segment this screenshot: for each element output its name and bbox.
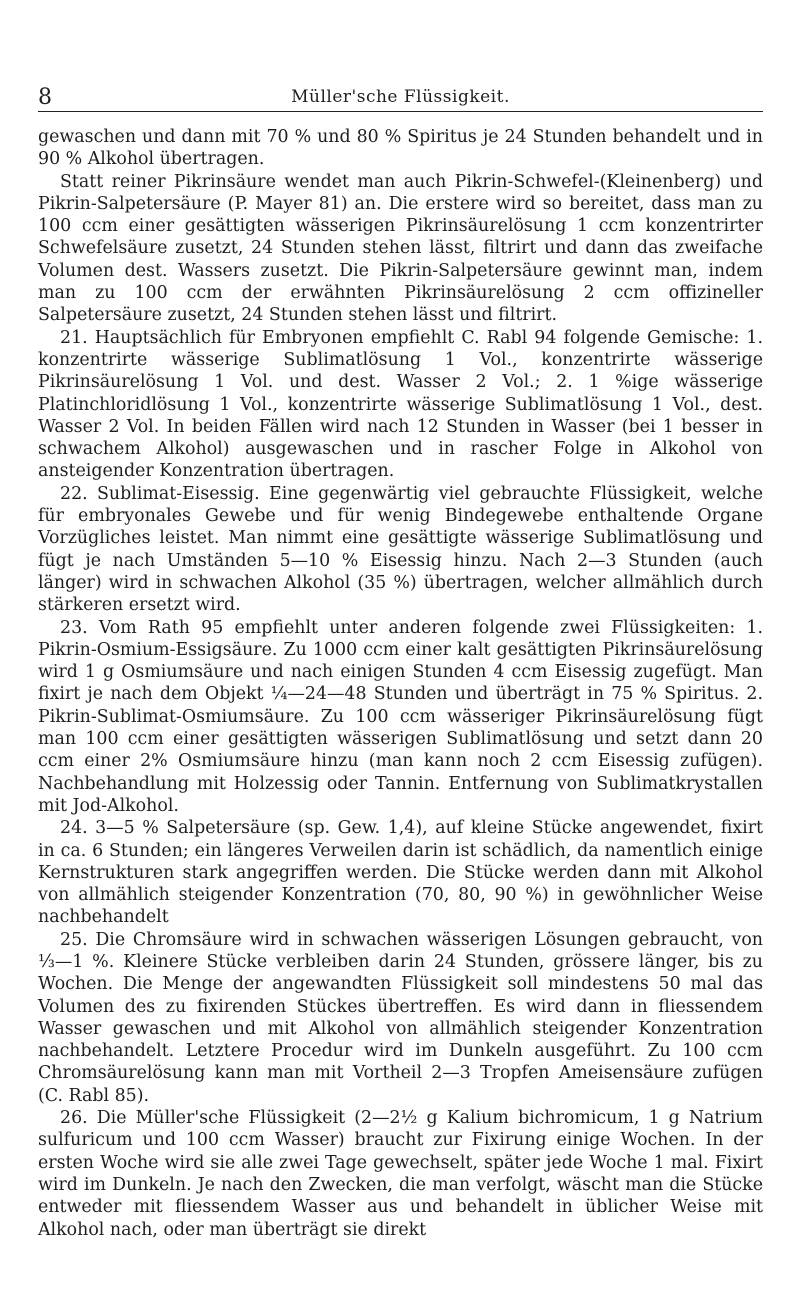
running-title: Müller'sche Flüssigkeit.: [291, 87, 510, 107]
body-text: [38, 126, 763, 1241]
paragraph-25: 25. Die Chromsäure wird in schwachen wässerigen Lösungen gebraucht, von ⅓—1 %. Kleinere Stücke verbleiben darin 24 Stunden, grössere länger, bis zu Wochen. Die Menge der angewandten Flüssigkeit soll mindestens 50 mal das Volumen des zu fixirenden Stückes übertreffen. Es wird dann in fliessendem Wasser gewaschen und mit Alkohol von allmählich steigender Konzentration nachbehandelt. Letztere Procedur wird im Dunkeln ausgeführt. Zu 100 ccm Chromsäurelösung kann man mit Vortheil 2—3 Tropfen Ameisensäure zufügen (C. Rabl 85).: [38, 929, 763, 1106]
page-number: 8: [38, 85, 52, 110]
paragraph-24: 24. 3—5 % Salpetersäure (sp. Gew. 1,4), auf kleine Stücke angewendet, fixirt in ca. 6 Stunden; ein längeres Verweilen darin ist schädlich, da namentlich einige Kernstrukturen stark angegriffen werden. Die Stücke werden dann mit Alkohol von allmählich steigender Konzentration (70, 80, 90 %) in gewöhnlicher Weise nachbehandelt: [38, 818, 763, 928]
paragraph-22: 22. Sublimat-Eisessig. Eine gegenwärtig viel gebrauchte Flüssigkeit, welche für embryonales Gewebe und für wenig Bindegewebe enthaltende Organe Vorzügliches leistet. Man nimmt eine gesättigte wässerige Sublimatlösung und fügt je nach Umständen 5—10 % Eisessig hinzu. Nach 2—3 Stunden (auch länger) wird in schwachen Alkohol (35 %) übertragen, welcher allmählich durch stärkeren ersetzt wird.: [38, 483, 763, 616]
paragraph-26: 26. Die Müller'sche Flüssigkeit (2—2½ g Kalium bichromicum, 1 g Natrium sulfuricum und 100 ccm Wasser) braucht zur Fixirung einige Wochen. In der ersten Woche wird sie alle zwei Tage gewechselt, später jede Woche 1 mal. Fixirt wird im Dunkeln. Je nach den Zwecken, die man verfolgt, wäscht man die Stücke entweder mit fliessendem Wasser aus und behandelt in üblicher Weise mit Alkohol nach, oder man überträgt sie direkt: [38, 1108, 763, 1240]
paragraph-continuation: gewaschen und dann mit 70 % und 80 % Spiritus je 24 Stunden behandelt und in 90 % Alkohol übertragen.: [38, 127, 763, 170]
paragraph-23: 23. Vom Rath 95 empfiehlt unter anderen folgende zwei Flüssigkeiten: 1. Pikrin-Osmium-Essigsäure. Zu 1000 ccm einer kalt gesättigten Pikrinsäurelösung wird 1 g Osmiumsäure und nach einigen Stunden 4 ccm Eisessig zugefügt. Man fixirt je nach dem Objekt ¼—24—48 Stunden und überträgt in 75 % Spiritus. 2. Pikrin-Sublimat-Osmiumsäure. Zu 100 ccm wässeriger Pikrinsäurelösung fügt man 100 ccm einer gesättigten wässerigen Sublimatlösung und setzt dann 20 ccm einer 2% Osmiumsäure hinzu (man kann noch 2 ccm Eisessig zufügen). Nachbehandlung mit Holzessig oder Tannin. Entfernung von Sublimatkrystallen mit Jod-Alkohol.: [38, 617, 763, 816]
paragraph-pikrin-variants: Statt reiner Pikrinsäure wendet man auch Pikrin-Schwefel-(Kleinenberg) und Pikrin-Salpetersäure (P. Mayer 81) an. Die erstere wird so bereitet, dass man zu 100 ccm einer gesättigten wässerigen Pikrinsäurelösung 1 ccm konzentrirter Schwefelsäure zusetzt, 24 Stunden stehen lässt, filtrirt und dann das zweifache Volumen dest. Wassers zusetzt. Die Pikrin-Salpetersäure gewinnt man, indem man zu 100 ccm der erwähnten Pikrinsäurelösung 2 ccm offizineller Salpetersäure zusetzt, 24 Stunden stehen lässt und filtrirt.: [38, 171, 763, 326]
paragraph-21: 21. Hauptsächlich für Embryonen empfiehlt C. Rabl 94 folgende Gemische: 1. konzentrirte wässerige Sublimatlösung 1 Vol., konzentrirte wässerige Pikrinsäurelösung 1 Vol. und dest. Wasser 2 Vol.; 2. 1 %ige wässerige Platinchloridlösung 1 Vol., konzentrirte wässerige Sublimatlösung 1 Vol., dest. Wasser 2 Vol. In beiden Fällen wird nach 12 Stunden in Wasser (bei 1 besser in schwachem Alkohol) ausgewaschen und in rascher Folge in Alkohol von ansteigender Konzentration übertragen.: [38, 327, 763, 482]
page-header: [38, 79, 763, 112]
